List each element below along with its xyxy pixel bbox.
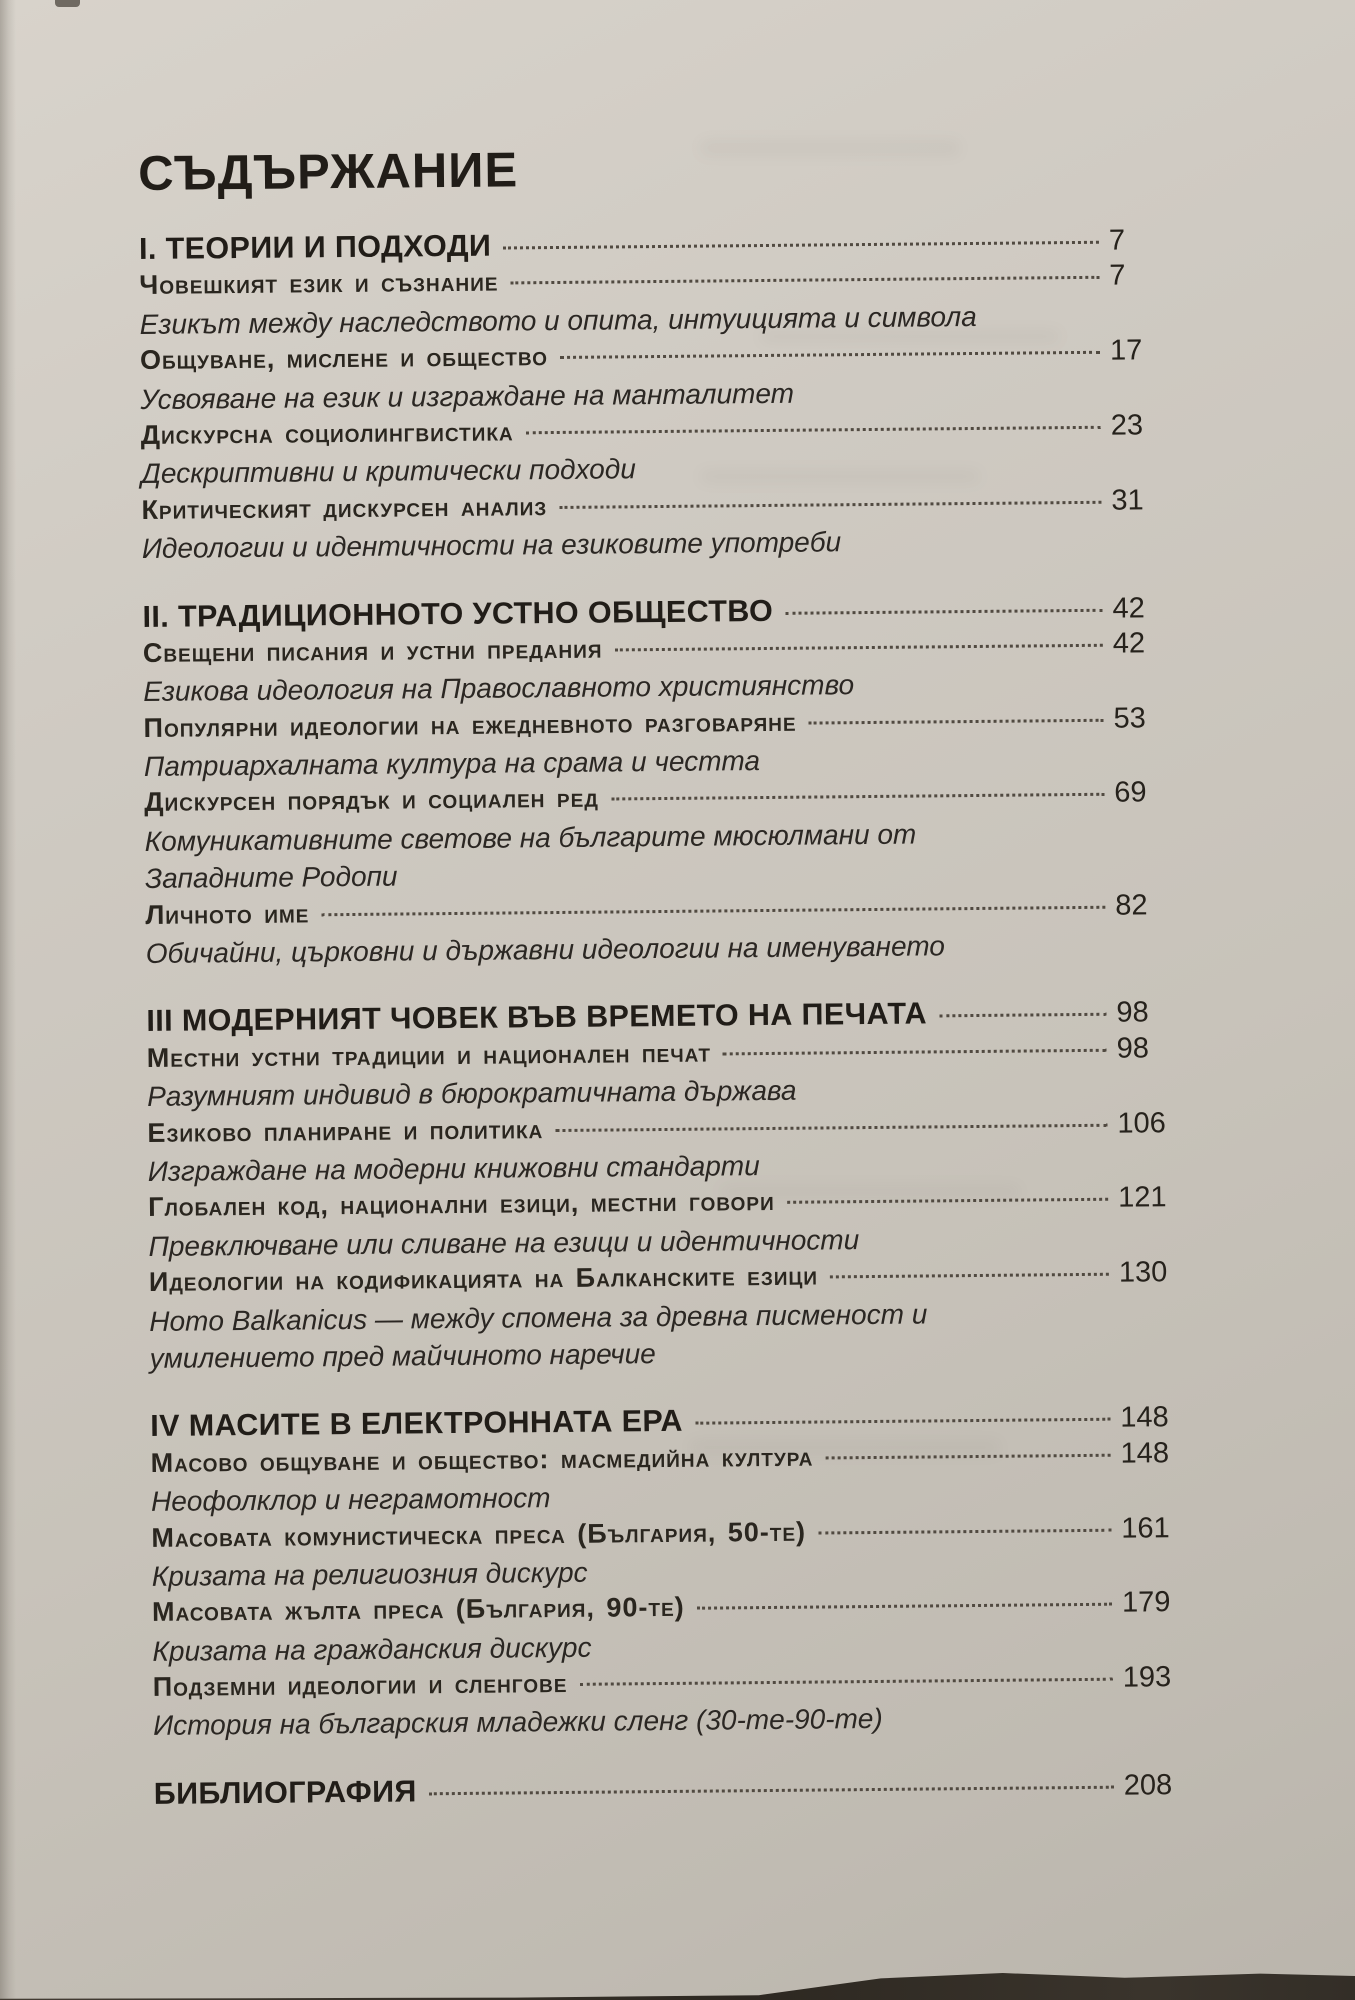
chapter-label: Дискурсна социолингвистика (140, 416, 514, 450)
dot-leader (579, 1678, 1112, 1686)
page-number: 82 (1115, 888, 1148, 922)
section-heading-label: IV МАСИТЕ В ЕЛЕКТРОННАТА ЕРА (150, 1404, 684, 1444)
dot-leader (939, 1013, 1106, 1018)
chapter-label: Идеологии на кодификацията на Балканските езици (148, 1260, 819, 1298)
chapter-label: Езиково планиране и политика (147, 1113, 544, 1148)
section-heading-row (154, 1767, 1202, 1814)
dot-leader (559, 501, 1101, 509)
chapter-subtitle: Усвояване на език и изграждане на манталитет (140, 377, 795, 415)
page-left-edge-shadow (0, 0, 16, 2000)
dot-leader (526, 426, 1101, 435)
page-number: 98 (1116, 996, 1149, 1030)
chapter-subtitle: Езикът между наследството и опита, интуицията и символа (139, 300, 977, 340)
dot-leader (697, 1603, 1112, 1610)
page-number: 7 (1109, 259, 1126, 293)
page-number: 121 (1117, 1181, 1167, 1215)
chapter-label: Масовата комунистическа преса (България, 50-те) (151, 1516, 807, 1553)
toc-section (154, 1767, 1202, 1814)
section-heading-label: БИБЛИОГРАФИЯ (153, 1774, 417, 1811)
chapter-subtitle: Идеологии и идентичности на езиковите употреби (141, 526, 842, 565)
dot-leader (830, 1273, 1109, 1279)
section-heading-label: II. ТРАДИЦИОННОТО УСТНО ОБЩЕСТВО (142, 593, 774, 634)
page-number: 130 (1118, 1256, 1168, 1289)
book-bottom-edge (0, 1970, 1355, 2000)
chapter-label: Свещени писания и устни предания (142, 633, 603, 668)
chapter-label: Масово общуване и общество: масмедийна култура (150, 1441, 814, 1478)
dot-leader (723, 1049, 1107, 1056)
page-number: 193 (1122, 1661, 1172, 1694)
page-number: 42 (1112, 627, 1146, 660)
page-number: 161 (1121, 1511, 1170, 1545)
dot-leader (611, 793, 1104, 801)
chapter-label: Масовата жълта преса (България, 90-те) (151, 1592, 685, 1628)
dot-leader (503, 241, 1099, 250)
dot-leader (825, 1453, 1110, 1459)
page-number: 23 (1110, 409, 1144, 442)
page-number: 179 (1121, 1586, 1171, 1619)
page-top-mark (55, 0, 80, 7)
toc-section (150, 1399, 1201, 1746)
dot-leader (510, 276, 1099, 285)
chapter-subtitle: Обичайни, църковни и държавни идеологии на именуването (145, 930, 945, 969)
chapter-label: Подземни идеологии и сленгове (152, 1668, 568, 1702)
chapter-label: Човешкият език и съзнание (139, 266, 499, 301)
dot-leader (785, 608, 1102, 614)
chapter-label: Глобален код, национални езици, местни говори (148, 1186, 775, 1223)
chapter-subtitle: Дескриптивни и критически подходи (140, 453, 636, 490)
page-number: 148 (1120, 1401, 1169, 1434)
section-heading-label: III МОДЕРНИЯТ ЧОВЕК ВЪВ ВРЕМЕТО НА ПЕЧАТА (146, 996, 928, 1039)
chapter-label: Личното име (145, 898, 310, 930)
dot-leader (614, 644, 1102, 652)
dot-leader (321, 905, 1105, 916)
toc-section (142, 589, 1194, 973)
dot-leader (555, 1123, 1107, 1131)
page-number: 208 (1123, 1768, 1173, 1802)
chapter-subtitle: История на българския младежки сленг (30-те-90-те) (153, 1703, 883, 1742)
page-number: 17 (1109, 334, 1143, 367)
page-number: 7 (1108, 224, 1126, 257)
page-number: 53 (1113, 702, 1146, 735)
chapter-label: Местни устни традиции и национален печат (146, 1037, 712, 1073)
chapter-subtitle: Кризата на гражданския дискурс (152, 1631, 592, 1667)
page-title: СЪДЪРЖАНИЕ (138, 143, 519, 201)
chapter-subtitle: Патриархалната култура на срама и честта (143, 745, 761, 783)
dot-leader (818, 1528, 1111, 1534)
page-number: 42 (1112, 591, 1145, 625)
chapter-subtitle: умилението пред майчиното наречие (149, 1338, 656, 1374)
page-number: 69 (1114, 776, 1147, 810)
chapter-subtitle: Превключване или сливане на езици и идентичности (148, 1223, 860, 1262)
chapter-subtitle: Западните Родопи (144, 860, 398, 895)
page-number: 148 (1120, 1436, 1170, 1470)
chapter-subtitle: Разумният индивид в бюрократичната държава (146, 1074, 797, 1113)
toc-section (139, 222, 1190, 569)
page-number: 31 (1111, 484, 1144, 517)
chapter-subtitle: Неофолклор и неграмотност (150, 1482, 551, 1518)
page-number: 98 (1116, 1032, 1150, 1065)
section-heading-label: I. ТЕОРИИ И ПОДХОДИ (138, 228, 492, 266)
dot-leader (787, 1198, 1109, 1204)
dot-leader (809, 718, 1104, 724)
toc-sections (139, 222, 1202, 1814)
chapter-subtitle: Комуникативните светове на българите мюсюлмани от (144, 818, 917, 857)
chapter-label: Общуване, мислене и общество (139, 341, 549, 376)
dot-leader (429, 1786, 1114, 1796)
chapter-label: Популярни идеологии на ежедневното разговаряне (143, 706, 797, 743)
chapter-subtitle: Кризата на религиозния дискурс (151, 1556, 588, 1592)
dot-leader (695, 1418, 1110, 1425)
chapter-label: Дискурсен порядък и социален ред (144, 783, 599, 818)
page-number: 106 (1117, 1106, 1166, 1140)
table-of-contents (138, 136, 1202, 1814)
chapter-subtitle: Изграждане на модерни книжовни стандарти (147, 1150, 760, 1187)
dot-leader (560, 351, 1100, 359)
chapter-subtitle: Езикова идеология на Православното християнство (143, 669, 855, 708)
chapter-subtitle: Homo Balkanicus — между спомена за древна писменост и (149, 1298, 928, 1337)
chapter-label: Критическият дискурсен анализ (141, 490, 548, 525)
toc-section (146, 994, 1198, 1378)
